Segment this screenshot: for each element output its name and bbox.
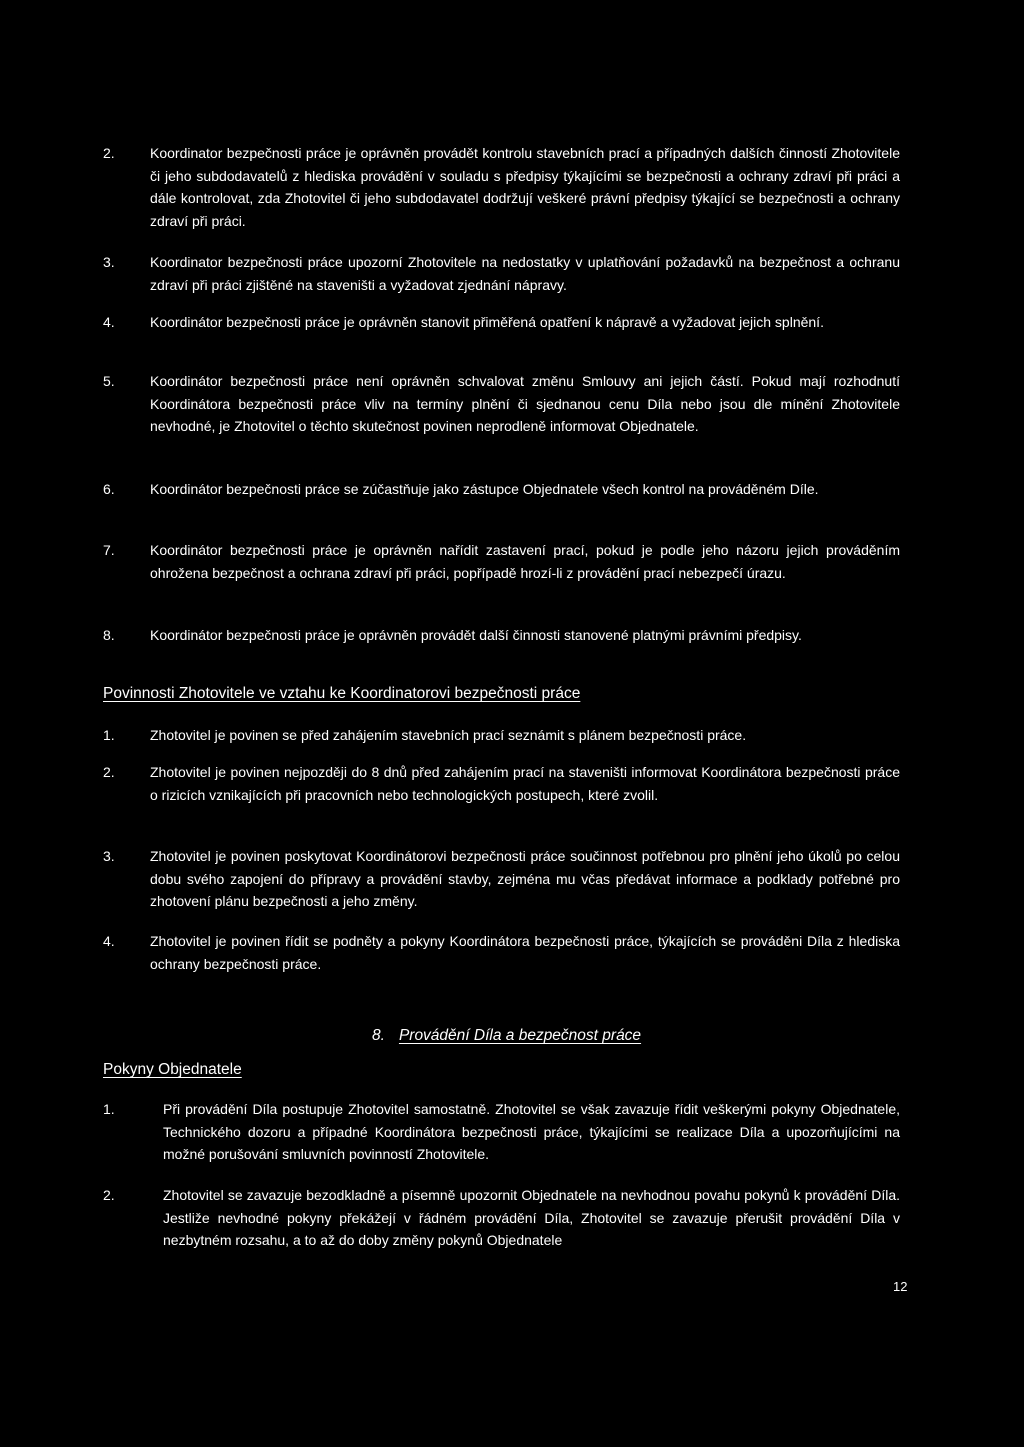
list-item — [103, 370, 900, 438]
section-heading: Povinnosti Zhotovitele ve vztahu ke Koordinatorovi bezpečnosti práce — [103, 685, 581, 702]
list-item — [103, 311, 900, 334]
list-item-number: 1. — [103, 1101, 115, 1117]
list-item-number: 2. — [103, 764, 115, 780]
list-item — [103, 724, 900, 747]
list-item — [103, 251, 900, 296]
list-item — [103, 539, 900, 584]
list-item-number: 4. — [103, 933, 115, 949]
list-item-number: 2. — [103, 145, 115, 161]
list-item-text: Koordinator bezpečnosti práce je oprávněn provádět kontrolu stavebních prací a případných dalších činností Zhotovitele či jeho subdodavatelů z hlediska provádění v souladu s předpisy týkajícími se bezpečnosti a ochrany zdraví při práci a dále kontrolovat, zda Zhotovitel či jeho subdodavatel dodržují veškeré právní předpisy týkající se bezpečnosti a ochrany zdraví při práci. — [150, 145, 900, 229]
list-item-number: 1. — [103, 727, 115, 743]
list-item-text: Koordinátor bezpečnosti práce se zúčastňuje jako zástupce Objednatele všech kontrol na prováděném Díle. — [150, 481, 819, 497]
list-item-text: Zhotovitel se zavazuje bezodkladně a písemně upozornit Objednatele na nevhodnou povahu pokynů k provádění Díla. Jestliže nevhodné pokyny překážejí v řádném provádění Díla, Zhotovitel se zavazuje přerušit provádění Díla v nezbytném rozsahu, a to až do doby změny pokynů Objednatele — [163, 1187, 900, 1248]
list-item-text: Koordinátor bezpečnosti práce není oprávněn schvalovat změnu Smlouvy ani jejich částí. Pokud mají rozhodnutí Koordinátora bezpečnosti práce vliv na termíny plnění či sjednanou cenu Díla nebo jsou dle mínění Zhotovitele nevhodné, je Zhotovitel o těchto skutečnost povinen neprodleně informovat Objednatele. — [150, 373, 900, 434]
list-item — [103, 761, 900, 806]
list-item-text: Zhotovitel je povinen se před zahájením stavebních prací seznámit s plánem bezpečnosti práce. — [150, 727, 747, 743]
list-item — [103, 624, 900, 647]
list-item-text: Koordinátor bezpečnosti práce je oprávněn stanovit přiměřená opatření k nápravě a vyžadovat jejich splnění. — [150, 314, 824, 330]
list-item-number: 7. — [103, 542, 115, 558]
list-item-number: 3. — [103, 848, 115, 864]
list-item — [103, 1184, 900, 1252]
section-heading: Pokyny Objednatele — [103, 1061, 242, 1078]
list-item-text: Koordinátor bezpečnosti práce je oprávněn provádět další činnosti stanovené platnými právními předpisy. — [150, 627, 802, 643]
list-item — [103, 845, 900, 913]
list-item-number: 4. — [103, 314, 115, 330]
list-item-text: Koordinator bezpečnosti práce upozorní Zhotovitele na nedostatky v uplatňování požadavků na bezpečnost a ochranu zdraví při práci zjištěné na staveništi a vyžadovat zjednání nápravy. — [150, 254, 900, 293]
section-title — [372, 1025, 641, 1047]
list-item-text: Zhotovitel je povinen nejpozději do 8 dnů před zahájením prací na staveništi informovat Koordinátora bezpečnosti práce o rizicích vznikajících při pracovních nebo technologických postupech, které zvolil. — [150, 764, 900, 803]
list-item-number: 3. — [103, 254, 115, 270]
list-item-text: Zhotovitel je povinen řídit se podněty a pokyny Koordinátora bezpečnosti práce, týkajících se prováděni Díla z hlediska ochrany bezpečnosti práce. — [150, 933, 900, 972]
list-item-number: 8. — [103, 627, 115, 643]
list-item — [103, 1098, 900, 1166]
page-number: 12 — [893, 1279, 908, 1294]
section-title-text: Provádění Díla a bezpečnost práce — [398, 1027, 642, 1044]
section-number: 8. — [372, 1027, 385, 1044]
list-item — [103, 478, 900, 501]
list-item-number: 5. — [103, 373, 115, 389]
list-item — [103, 930, 900, 975]
list-item — [103, 142, 900, 232]
list-item-text: Zhotovitel je povinen poskytovat Koordinátorovi bezpečnosti práce součinnost potřebnou pro plnění jeho úkolů po celou dobu svého zapojení do přípravy a provádění stavby, zejména mu včas předávat informace a podklady potřebné pro zhotovení plánu bezpečnosti a jeho změny. — [150, 848, 900, 909]
list-item-text: Koordinátor bezpečnosti práce je oprávněn nařídit zastavení prací, pokud je podle jeho názoru jejich prováděním ohrožena bezpečnost a ochrana zdraví při práci, popřípadě hrozí-li z provádění prací nebezpečí úrazu. — [150, 542, 900, 581]
list-item-text: Při provádění Díla postupuje Zhotovitel samostatně. Zhotovitel se však zavazuje řídit veškerými pokyny Objednatele, Technického dozoru a případné Koordinátora bezpečnosti práce, týkajícími se realizace Díla a upozorňujícími na možné porušování smluvních povinností Zhotovitele. — [163, 1101, 900, 1162]
list-item-number: 6. — [103, 481, 115, 497]
list-item-number: 2. — [103, 1187, 115, 1203]
